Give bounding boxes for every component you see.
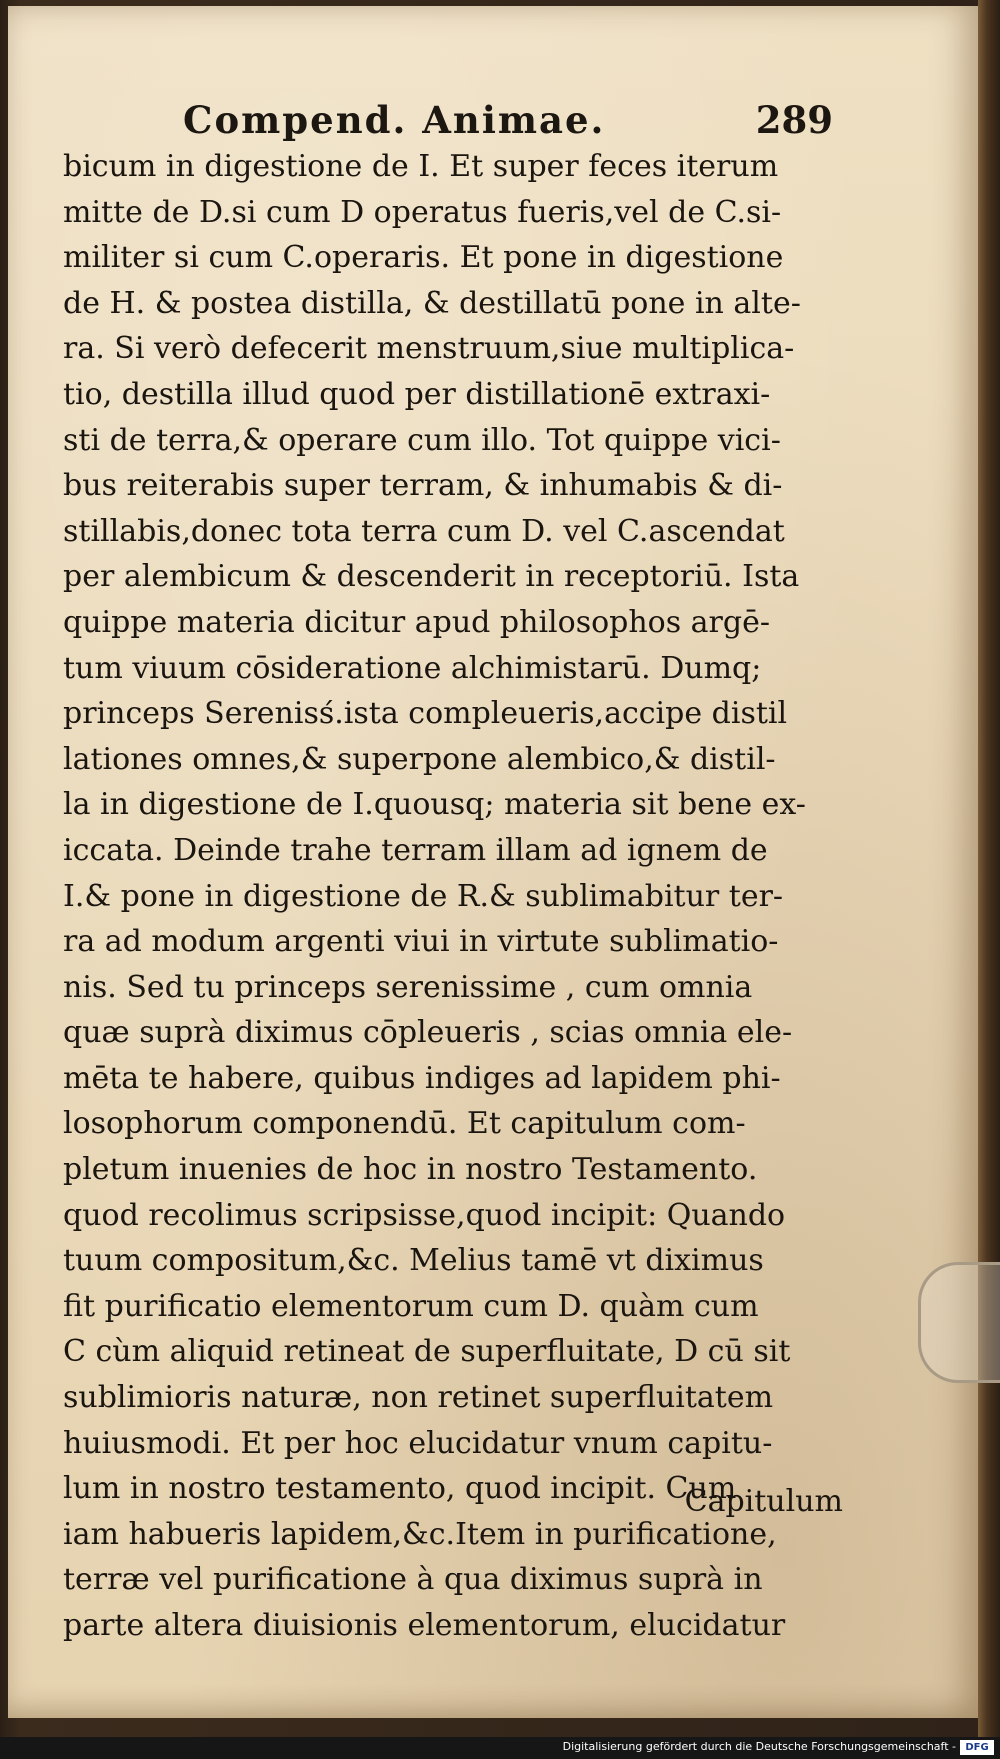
- text-line: mēta te habere, quibus indiges ad lapidem phi-: [63, 1060, 781, 1096]
- page-number: 289: [755, 98, 833, 142]
- dfg-logo: DFG: [960, 1740, 994, 1755]
- text-line: per alembicum & descenderit in receptoriū. Ista: [63, 559, 800, 595]
- text-line: quippe materia dicitur apud philosophos argē-: [63, 604, 770, 640]
- text-line: iam habueris lapidem,&c.Item in purificatione,: [63, 1516, 777, 1552]
- text-line: princeps Serenisś.ista compleueris,accipe distil: [63, 696, 788, 732]
- page-clip: [918, 1262, 1000, 1383]
- page-header: [183, 98, 833, 148]
- text-line: lationes omnes,& superpone alembico,& distil-: [63, 741, 776, 777]
- text-line: I.& pone in digestione de R.& sublimabitur ter-: [63, 878, 784, 914]
- text-line: quæ suprà diximus cōpleueris , scias omnia ele-: [63, 1015, 793, 1051]
- text-line: nis. Sed tu princeps serenissime , cum omnia: [63, 969, 753, 1005]
- book-edge: [978, 0, 1000, 1759]
- text-line: lum in nostro testamento, quod incipit. Cum: [63, 1471, 737, 1507]
- text-line: quod recolimus scripsisse,quod incipit: Quando: [63, 1197, 786, 1233]
- text-line: la in digestione de I.quousq; materia sit bene ex-: [63, 787, 806, 823]
- text-line: terræ vel purificatione à qua diximus suprà in: [63, 1562, 763, 1598]
- text-line: parte altera diuisionis elementorum, elucidatur: [63, 1608, 786, 1643]
- text-line: huiusmodi. Et per hoc elucidatur vnum capitu-: [63, 1425, 773, 1461]
- text-line: ra ad modum argenti viui in virtute sublimatio-: [63, 924, 779, 960]
- text-line: pletum inuenies de hoc in nostro Testamento.: [63, 1152, 758, 1188]
- running-title: Compend. Animae.: [183, 98, 606, 142]
- text-line: losophorum componendū. Et capitulum com-: [63, 1106, 746, 1142]
- text-line: tuum compositum,&c. Melius tamē vt diximus: [63, 1243, 764, 1279]
- text-line: C cùm aliquid retineat de superfluitate, D cū sit: [63, 1334, 791, 1370]
- catchword: Capitulum: [684, 1484, 843, 1519]
- text-line: iccata. Deinde trahe terram illam ad ignem de: [63, 832, 768, 868]
- funding-credit: Digitalisierung gefördert durch die Deutsche Forschungsgemeinschaft -: [562, 1740, 956, 1753]
- text-line: tum viuum cōsideratione alchimistarū. Dumq;: [63, 650, 762, 686]
- text-line: militer si cum C.operaris. Et pone in digestione: [63, 240, 784, 276]
- text-line: sti de terra,& operare cum illo. Tot quippe vici-: [63, 422, 781, 458]
- text-line: sublimioris naturæ, non retinet superfluitatem: [63, 1380, 774, 1416]
- text-line: stillabis,donec tota terra cum D. vel C.ascendat: [63, 513, 785, 549]
- text-line: de H. & postea distilla, & destillatū pone in alte-: [63, 285, 801, 321]
- body-text: [63, 144, 853, 1649]
- text-line: mitte de D.si cum D operatus fueris,vel de C.si-: [63, 194, 782, 230]
- book-page: [8, 6, 981, 1718]
- text-line: bus reiterabis super terram, & inhumabis & di-: [63, 468, 783, 504]
- text-line: tio, destilla illud quod per distillationē extraxi-: [63, 376, 771, 412]
- text-line: fit purificatio elementorum cum D. quàm cum: [63, 1288, 759, 1324]
- text-line: bicum in digestione de I. Et super feces iterum: [63, 149, 779, 184]
- digitization-footer: [0, 1737, 1000, 1759]
- text-line: ra. Si verò defecerit menstruum,siue multiplica-: [63, 331, 795, 367]
